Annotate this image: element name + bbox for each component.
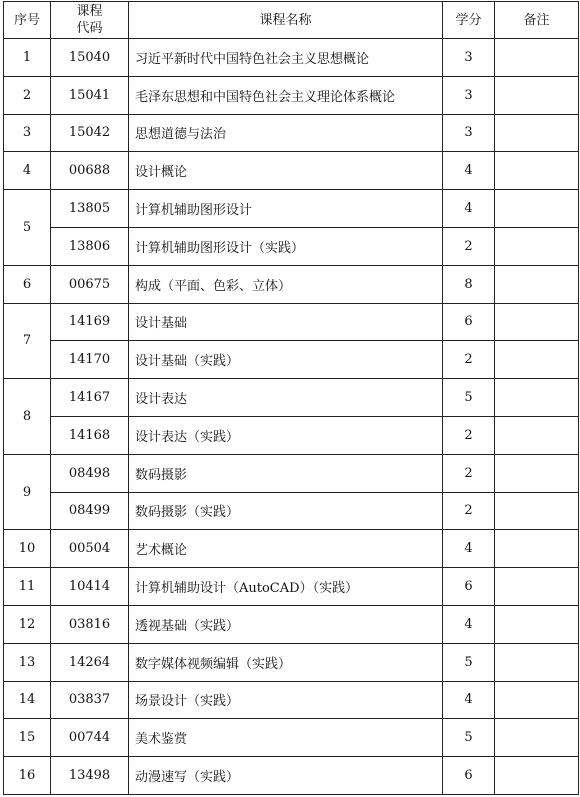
remark-cell xyxy=(495,454,579,492)
credit-cell: 2 xyxy=(443,416,495,454)
credit-cell: 8 xyxy=(443,265,495,303)
credit-cell: 4 xyxy=(443,605,495,643)
table-row xyxy=(4,227,579,265)
table-row xyxy=(4,719,579,757)
course-code-cell: 00504 xyxy=(51,530,129,568)
course-code-cell: 13805 xyxy=(51,190,129,228)
seq-cell: 2 xyxy=(4,76,51,114)
table-row xyxy=(4,379,579,417)
seq-cell: 11 xyxy=(4,568,51,606)
remark-cell xyxy=(495,227,579,265)
remark-cell xyxy=(495,719,579,757)
table-row xyxy=(4,341,579,379)
seq-cell: 1 xyxy=(4,39,51,77)
remark-cell xyxy=(495,530,579,568)
credit-cell: 6 xyxy=(443,568,495,606)
credit-cell: 4 xyxy=(443,530,495,568)
course-code-cell: 13498 xyxy=(51,757,129,795)
remark-cell xyxy=(495,265,579,303)
seq-cell: 4 xyxy=(4,152,51,190)
seq-cell: 13 xyxy=(4,643,51,681)
remark-cell xyxy=(495,681,579,719)
course-name-cell: 美术鉴赏 xyxy=(129,719,443,757)
table-row xyxy=(4,681,579,719)
course-code-cell: 00744 xyxy=(51,719,129,757)
course-code-cell: 10414 xyxy=(51,568,129,606)
course-name-cell: 习近平新时代中国特色社会主义思想概论 xyxy=(129,39,443,77)
table-row xyxy=(4,454,579,492)
remark-cell xyxy=(495,492,579,530)
table-row xyxy=(4,568,579,606)
header-credit: 学分 xyxy=(443,2,495,39)
course-table-body xyxy=(4,39,579,795)
header-code-line1: 课程 xyxy=(76,4,103,19)
table-row xyxy=(4,530,579,568)
course-name-cell: 构成（平面、色彩、立体） xyxy=(129,265,443,303)
course-name-cell: 毛泽东思想和中国特色社会主义理论体系概论 xyxy=(129,76,443,114)
seq-cell: 9 xyxy=(4,454,51,530)
course-code-cell: 00688 xyxy=(51,152,129,190)
table-row xyxy=(4,643,579,681)
credit-cell: 5 xyxy=(443,719,495,757)
seq-cell: 7 xyxy=(4,303,51,379)
course-name-cell: 思想道德与法治 xyxy=(129,114,443,152)
course-code-cell: 15041 xyxy=(51,76,129,114)
course-name-cell: 数码摄影（实践） xyxy=(129,492,443,530)
course-code-cell: 14167 xyxy=(51,379,129,417)
course-name-cell: 设计表达 xyxy=(129,379,443,417)
seq-cell: 8 xyxy=(4,379,51,455)
course-code-cell: 00675 xyxy=(51,265,129,303)
credit-cell: 5 xyxy=(443,379,495,417)
credit-cell: 2 xyxy=(443,227,495,265)
course-name-cell: 场景设计（实践） xyxy=(129,681,443,719)
credit-cell: 4 xyxy=(443,190,495,228)
course-code-cell: 14264 xyxy=(51,643,129,681)
table-row xyxy=(4,303,579,341)
course-name-cell: 数码摄影 xyxy=(129,454,443,492)
table-row xyxy=(4,492,579,530)
course-code-cell: 08498 xyxy=(51,454,129,492)
course-code-cell: 13806 xyxy=(51,227,129,265)
course-name-cell: 设计表达（实践） xyxy=(129,416,443,454)
seq-cell: 15 xyxy=(4,719,51,757)
remark-cell xyxy=(495,114,579,152)
remark-cell xyxy=(495,303,579,341)
header-remark: 备注 xyxy=(495,2,579,39)
course-code-cell: 15042 xyxy=(51,114,129,152)
seq-cell: 5 xyxy=(4,190,51,266)
header-name: 课程名称 xyxy=(129,2,443,39)
course-name-cell: 设计基础 xyxy=(129,303,443,341)
remark-cell xyxy=(495,643,579,681)
header-code-line2: 代码 xyxy=(76,21,103,36)
remark-cell xyxy=(495,152,579,190)
course-name-cell: 计算机辅助图形设计（实践） xyxy=(129,227,443,265)
remark-cell xyxy=(495,568,579,606)
course-code-cell: 14168 xyxy=(51,416,129,454)
credit-cell: 6 xyxy=(443,757,495,795)
header-row xyxy=(4,2,579,39)
table-row xyxy=(4,76,579,114)
seq-cell: 12 xyxy=(4,605,51,643)
credit-cell: 2 xyxy=(443,341,495,379)
remark-cell xyxy=(495,605,579,643)
credit-cell: 3 xyxy=(443,114,495,152)
course-name-cell: 透视基础（实践） xyxy=(129,605,443,643)
course-name-cell: 动漫速写（实践） xyxy=(129,757,443,795)
table-row xyxy=(4,416,579,454)
table-row xyxy=(4,265,579,303)
table-row xyxy=(4,605,579,643)
credit-cell: 3 xyxy=(443,39,495,77)
remark-cell xyxy=(495,416,579,454)
remark-cell xyxy=(495,757,579,795)
course-code-cell: 08499 xyxy=(51,492,129,530)
course-name-cell: 设计概论 xyxy=(129,152,443,190)
course-code-cell: 14169 xyxy=(51,303,129,341)
credit-cell: 6 xyxy=(443,303,495,341)
remark-cell xyxy=(495,39,579,77)
credit-cell: 3 xyxy=(443,76,495,114)
credit-cell: 4 xyxy=(443,152,495,190)
seq-cell: 10 xyxy=(4,530,51,568)
course-name-cell: 计算机辅助图形设计 xyxy=(129,190,443,228)
table-row xyxy=(4,39,579,77)
course-name-cell: 设计基础（实践） xyxy=(129,341,443,379)
course-code-cell: 03837 xyxy=(51,681,129,719)
table-row xyxy=(4,190,579,228)
table-row xyxy=(4,757,579,795)
table-row xyxy=(4,114,579,152)
course-name-cell: 计算机辅助设计（AutoCAD）（实践） xyxy=(129,568,443,606)
remark-cell xyxy=(495,190,579,228)
seq-cell: 3 xyxy=(4,114,51,152)
course-code-cell: 14170 xyxy=(51,341,129,379)
course-code-cell: 15040 xyxy=(51,39,129,77)
course-code-cell: 03816 xyxy=(51,605,129,643)
credit-cell: 2 xyxy=(443,454,495,492)
remark-cell xyxy=(495,341,579,379)
header-seq: 序号 xyxy=(4,2,51,39)
remark-cell xyxy=(495,379,579,417)
table-row xyxy=(4,152,579,190)
seq-cell: 14 xyxy=(4,681,51,719)
seq-cell: 16 xyxy=(4,757,51,795)
course-name-cell: 数字媒体视频编辑（实践） xyxy=(129,643,443,681)
seq-cell: 6 xyxy=(4,265,51,303)
credit-cell: 4 xyxy=(443,681,495,719)
remark-cell xyxy=(495,76,579,114)
credit-cell: 2 xyxy=(443,492,495,530)
credit-cell: 5 xyxy=(443,643,495,681)
course-name-cell: 艺术概论 xyxy=(129,530,443,568)
course-table xyxy=(3,1,579,795)
header-code xyxy=(51,2,129,39)
